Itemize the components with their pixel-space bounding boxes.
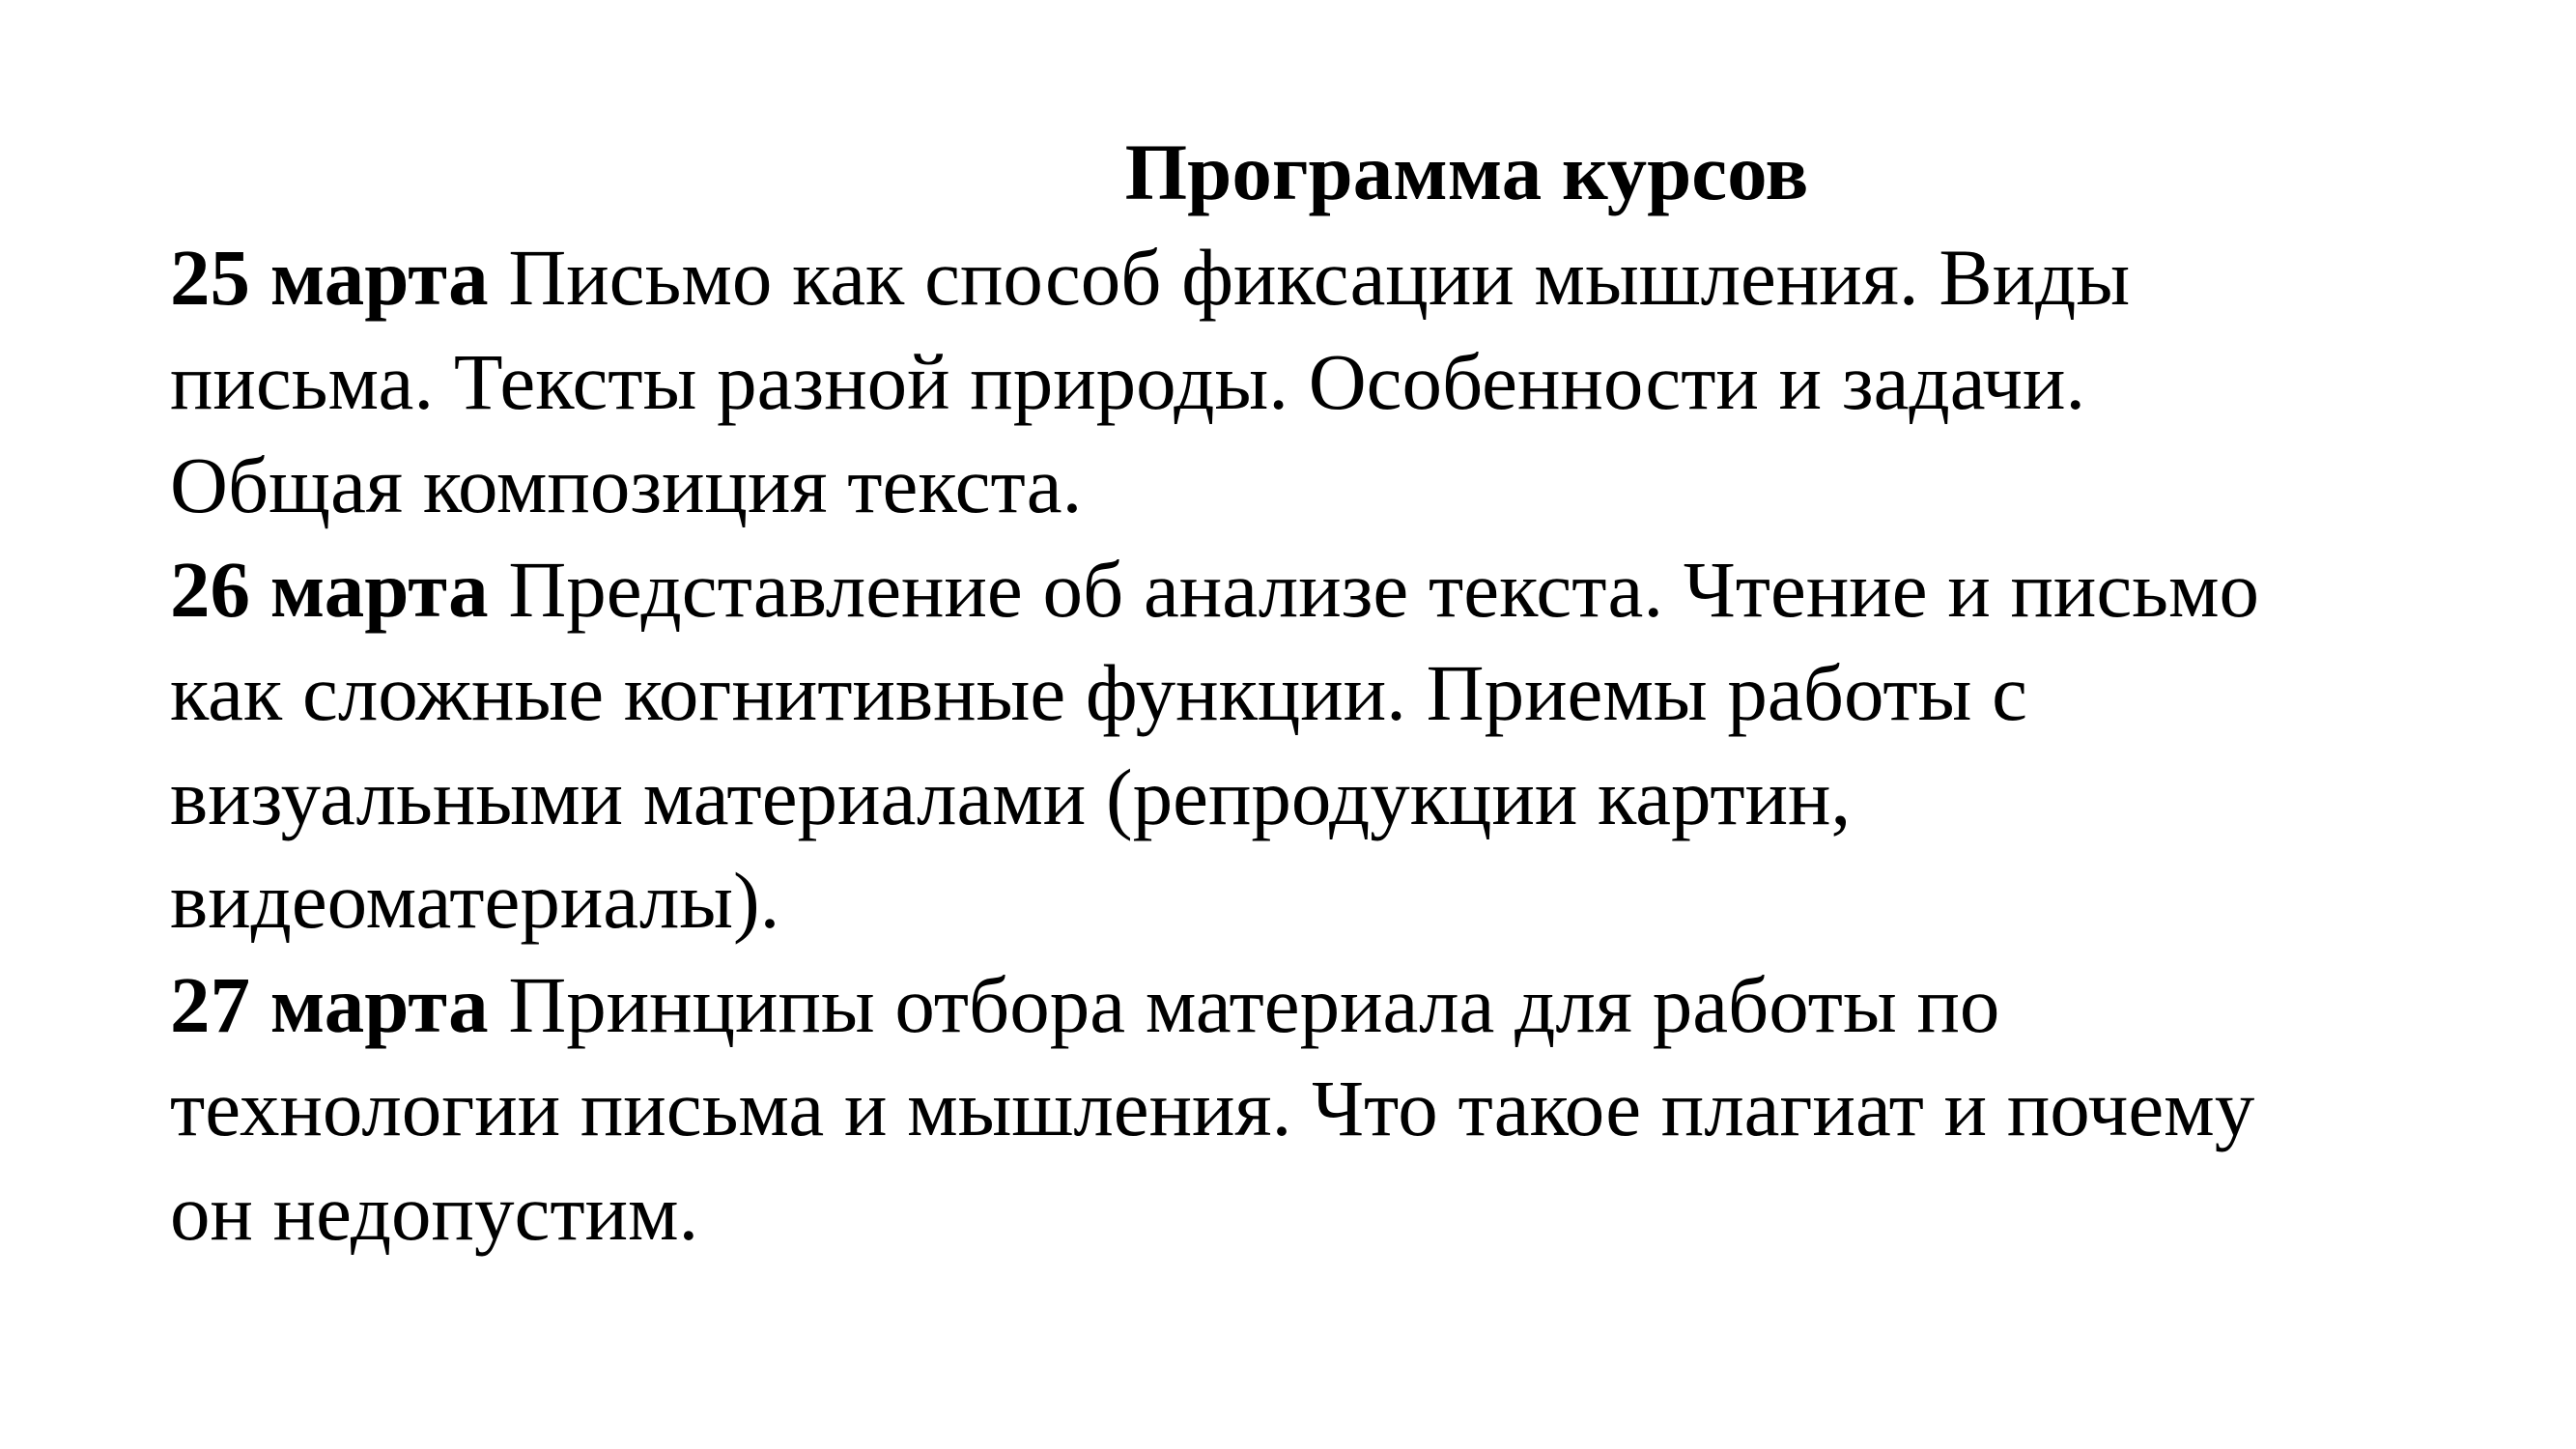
session-text: Принципы отбора материала для работы по — [508, 959, 2000, 1049]
session-line — [170, 226, 2449, 330]
session-line — [170, 953, 2449, 1058]
session-line: письма. Тексты разной природы. Особенности и задачи. — [170, 336, 2086, 426]
session-date: 27 марта — [170, 959, 489, 1049]
session-item — [170, 226, 2449, 538]
session-item — [170, 538, 2449, 953]
session-line: он недопустим. — [170, 1167, 699, 1257]
session-line: визуальными материалами (репродукции картин, — [170, 752, 1852, 841]
session-text: Представление об анализе текста. Чтение и письмо — [508, 544, 2260, 634]
session-date: 26 марта — [170, 544, 489, 634]
page-title: Программа курсов — [1124, 128, 1809, 216]
session-date: 25 марта — [170, 233, 489, 322]
session-line: видеоматериалы). — [170, 856, 780, 945]
session-line — [170, 538, 2449, 642]
session-item — [170, 953, 2449, 1265]
session-line: как сложные когнитивные функции. Приемы работы с — [170, 648, 2027, 737]
course-program-list — [170, 226, 2449, 1264]
session-line: Общая композиция текста. — [170, 440, 1083, 529]
session-text: Письмо как способ фиксации мышления. Виды — [508, 233, 2131, 322]
session-line: технологии письма и мышления. Что такое плагиат и почему — [170, 1064, 2255, 1152]
